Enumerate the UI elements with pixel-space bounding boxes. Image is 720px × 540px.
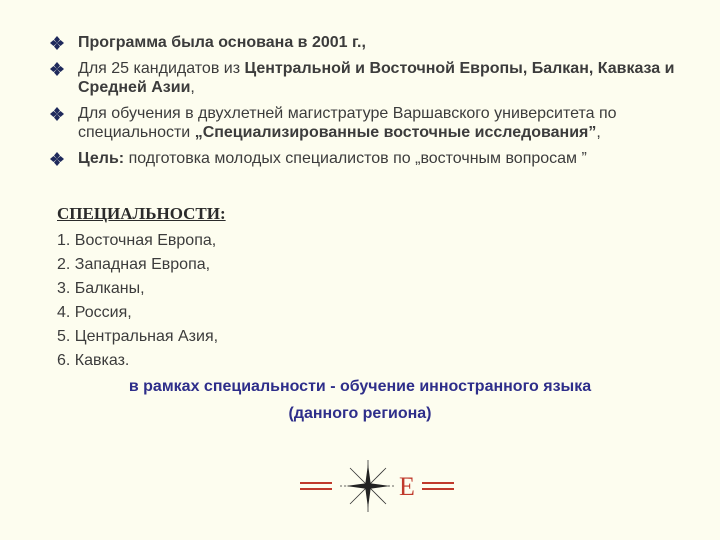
bullet-text	[78, 150, 587, 167]
specialty-item: 3. Балканы,	[57, 280, 145, 297]
bullet-plain-text: Для 25 кандидатов из	[78, 60, 245, 77]
note-line: в рамках специальности - обучение инностранного языка	[128, 378, 592, 395]
compass-emblem-icon	[296, 458, 461, 514]
bullet-plain-text: ,	[596, 124, 601, 141]
bullet-item	[50, 33, 690, 52]
language-note	[0, 373, 720, 427]
note-line: (данного региона)	[288, 405, 432, 422]
diamond-bullet-icon	[50, 62, 64, 76]
bullet-plain-text: Для обучения в двухлетней магистратуре Варшавского университета по специальности	[78, 105, 617, 141]
bullet-item	[50, 104, 690, 142]
bullet-bold-text: Программа была основана в 2001 г.,	[78, 34, 366, 51]
specialty-item: 4. Россия,	[57, 304, 132, 321]
bullet-item	[50, 59, 690, 97]
bullet-list	[50, 33, 690, 175]
specialties-section	[57, 204, 226, 375]
bullet-text	[78, 34, 366, 51]
bullet-plain-text: ,	[190, 79, 195, 96]
specialty-item: 1. Восточная Европа,	[57, 232, 217, 249]
emblem-letter: E	[399, 472, 415, 501]
diamond-bullet-icon	[50, 152, 64, 166]
bullet-text	[78, 105, 617, 141]
specialties-title: СПЕЦИАЛЬНОСТИ:	[57, 204, 226, 223]
specialty-item: 5. Центральная Азия,	[57, 328, 219, 345]
bullet-item	[50, 149, 690, 168]
bullet-bold-text: Центральной и Восточной Европы, Балкан, Кавказа и Средней Азии	[78, 60, 675, 96]
specialty-item: 6. Кавказ.	[57, 352, 130, 369]
specialty-item: 2. Западная Европа,	[57, 256, 211, 273]
bullet-bold-text: Цель:	[78, 150, 129, 167]
diamond-bullet-icon	[50, 36, 64, 50]
bullet-bold-text: „Специализированные восточные исследования”	[194, 124, 597, 141]
bullet-plain-text: подготовка молодых специалистов по „восточным вопросам ”	[128, 150, 587, 167]
bullet-text	[78, 60, 674, 96]
diamond-bullet-icon	[50, 107, 64, 121]
